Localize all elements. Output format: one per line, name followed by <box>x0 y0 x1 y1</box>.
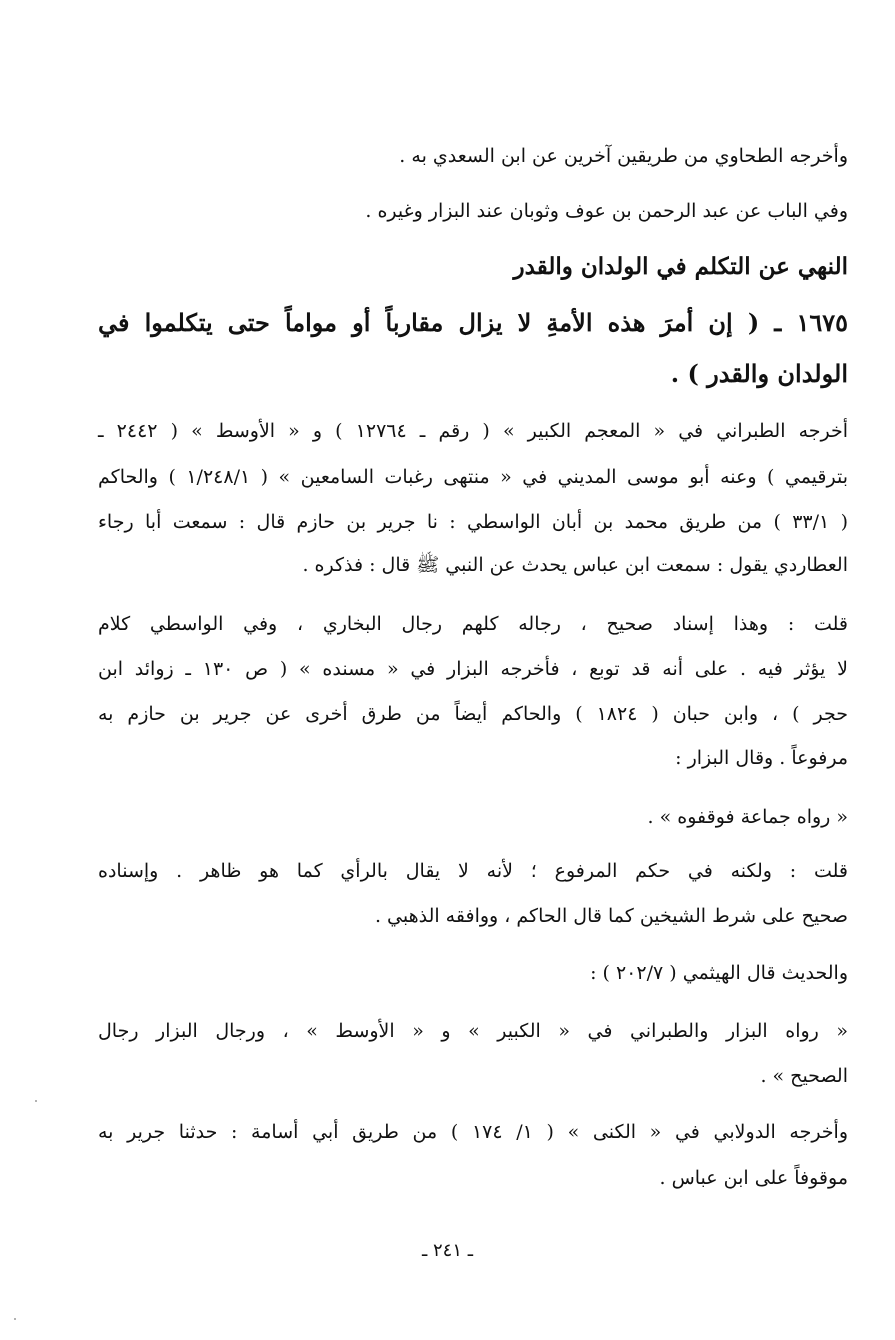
text-line: وأخرجه الطحاوي من طريقين آخرين عن ابن السعدي به . <box>399 145 848 167</box>
text-line: العطاردي يقول : سمعت ابن عباس يحدث عن النبي ﷺ قال : فذكره . <box>302 554 848 576</box>
scan-speck <box>35 1100 37 1102</box>
scan-speck <box>14 1318 16 1320</box>
quote-line: « رواه جماعة فوقفوه » . <box>647 806 848 828</box>
hadith-text: الولدان والقدر ) . <box>670 359 848 388</box>
text-line: بترقيمي ) وعنه أبو موسى المديني في « منتهى رغبات السامعين » ( ١/٢٤٨/١ ) والحاكم <box>98 466 848 488</box>
hadith-text: ١٦٧٥ ـ ( إن أمرَ هذه الأمةِ لا يزال مقارباً أو مواماً حتى يتكلموا في <box>98 308 848 337</box>
text-line: ( ٣٣/١ ) من طريق محمد بن أبان الواسطي : نا جرير بن حازم قال : سمعت أبا رجاء <box>98 511 849 533</box>
text-line: والحديث قال الهيثمي ( ٢٠٢/٧ ) : <box>590 962 848 984</box>
text-line: صحيح على شرط الشيخين كما قال الحاكم ، ووافقه الذهبي . <box>374 905 848 927</box>
text-line: مرفوعاً . وقال البزار : <box>675 747 848 769</box>
text-line: قلت : ولكنه في حكم المرفوع ؛ لأنه لا يقال بالرأي كما هو ظاهر . وإسناده <box>98 860 848 882</box>
page-number: ـ ٢٤١ ـ <box>421 1240 473 1261</box>
quote-line: « رواه البزار والطبراني في « الكبير » و « الأوسط » ، ورجال البزار رجال <box>98 1020 848 1042</box>
text-line: قلت : وهذا إسناد صحيح ، رجاله كلهم رجال البخاري ، وفي الواسطي كلام <box>98 613 848 635</box>
text-line: وفي الباب عن عبد الرحمن بن عوف وثوبان عند البزار وغيره . <box>365 200 848 222</box>
text-line: وأخرجه الدولابي في « الكنى » ( ١/ ١٧٤ ) من طريق أبي أسامة : حدثنا جرير به <box>98 1121 849 1143</box>
text-line: موقوفاً على ابن عباس . <box>659 1167 848 1189</box>
quote-line: الصحيح » . <box>760 1065 848 1087</box>
text-line: لا يؤثر فيه . على أنه قد توبع ، فأخرجه البزار في « مسنده » ( ص ١٣٠ ـ زوائد ابن <box>98 658 849 680</box>
text-line: أخرجه الطبراني في « المعجم الكبير » ( رقم ـ ١٢٧٦٤ ) و « الأوسط » ( ٢٤٤٢ ـ <box>98 420 849 442</box>
section-heading: النهي عن التكلم في الولدان والقدر <box>513 253 848 280</box>
text-line: حجر ) ، وابن حبان ( ١٨٢٤ ) والحاكم أيضاً من طرق أخرى عن جرير بن حازم به <box>98 703 848 725</box>
